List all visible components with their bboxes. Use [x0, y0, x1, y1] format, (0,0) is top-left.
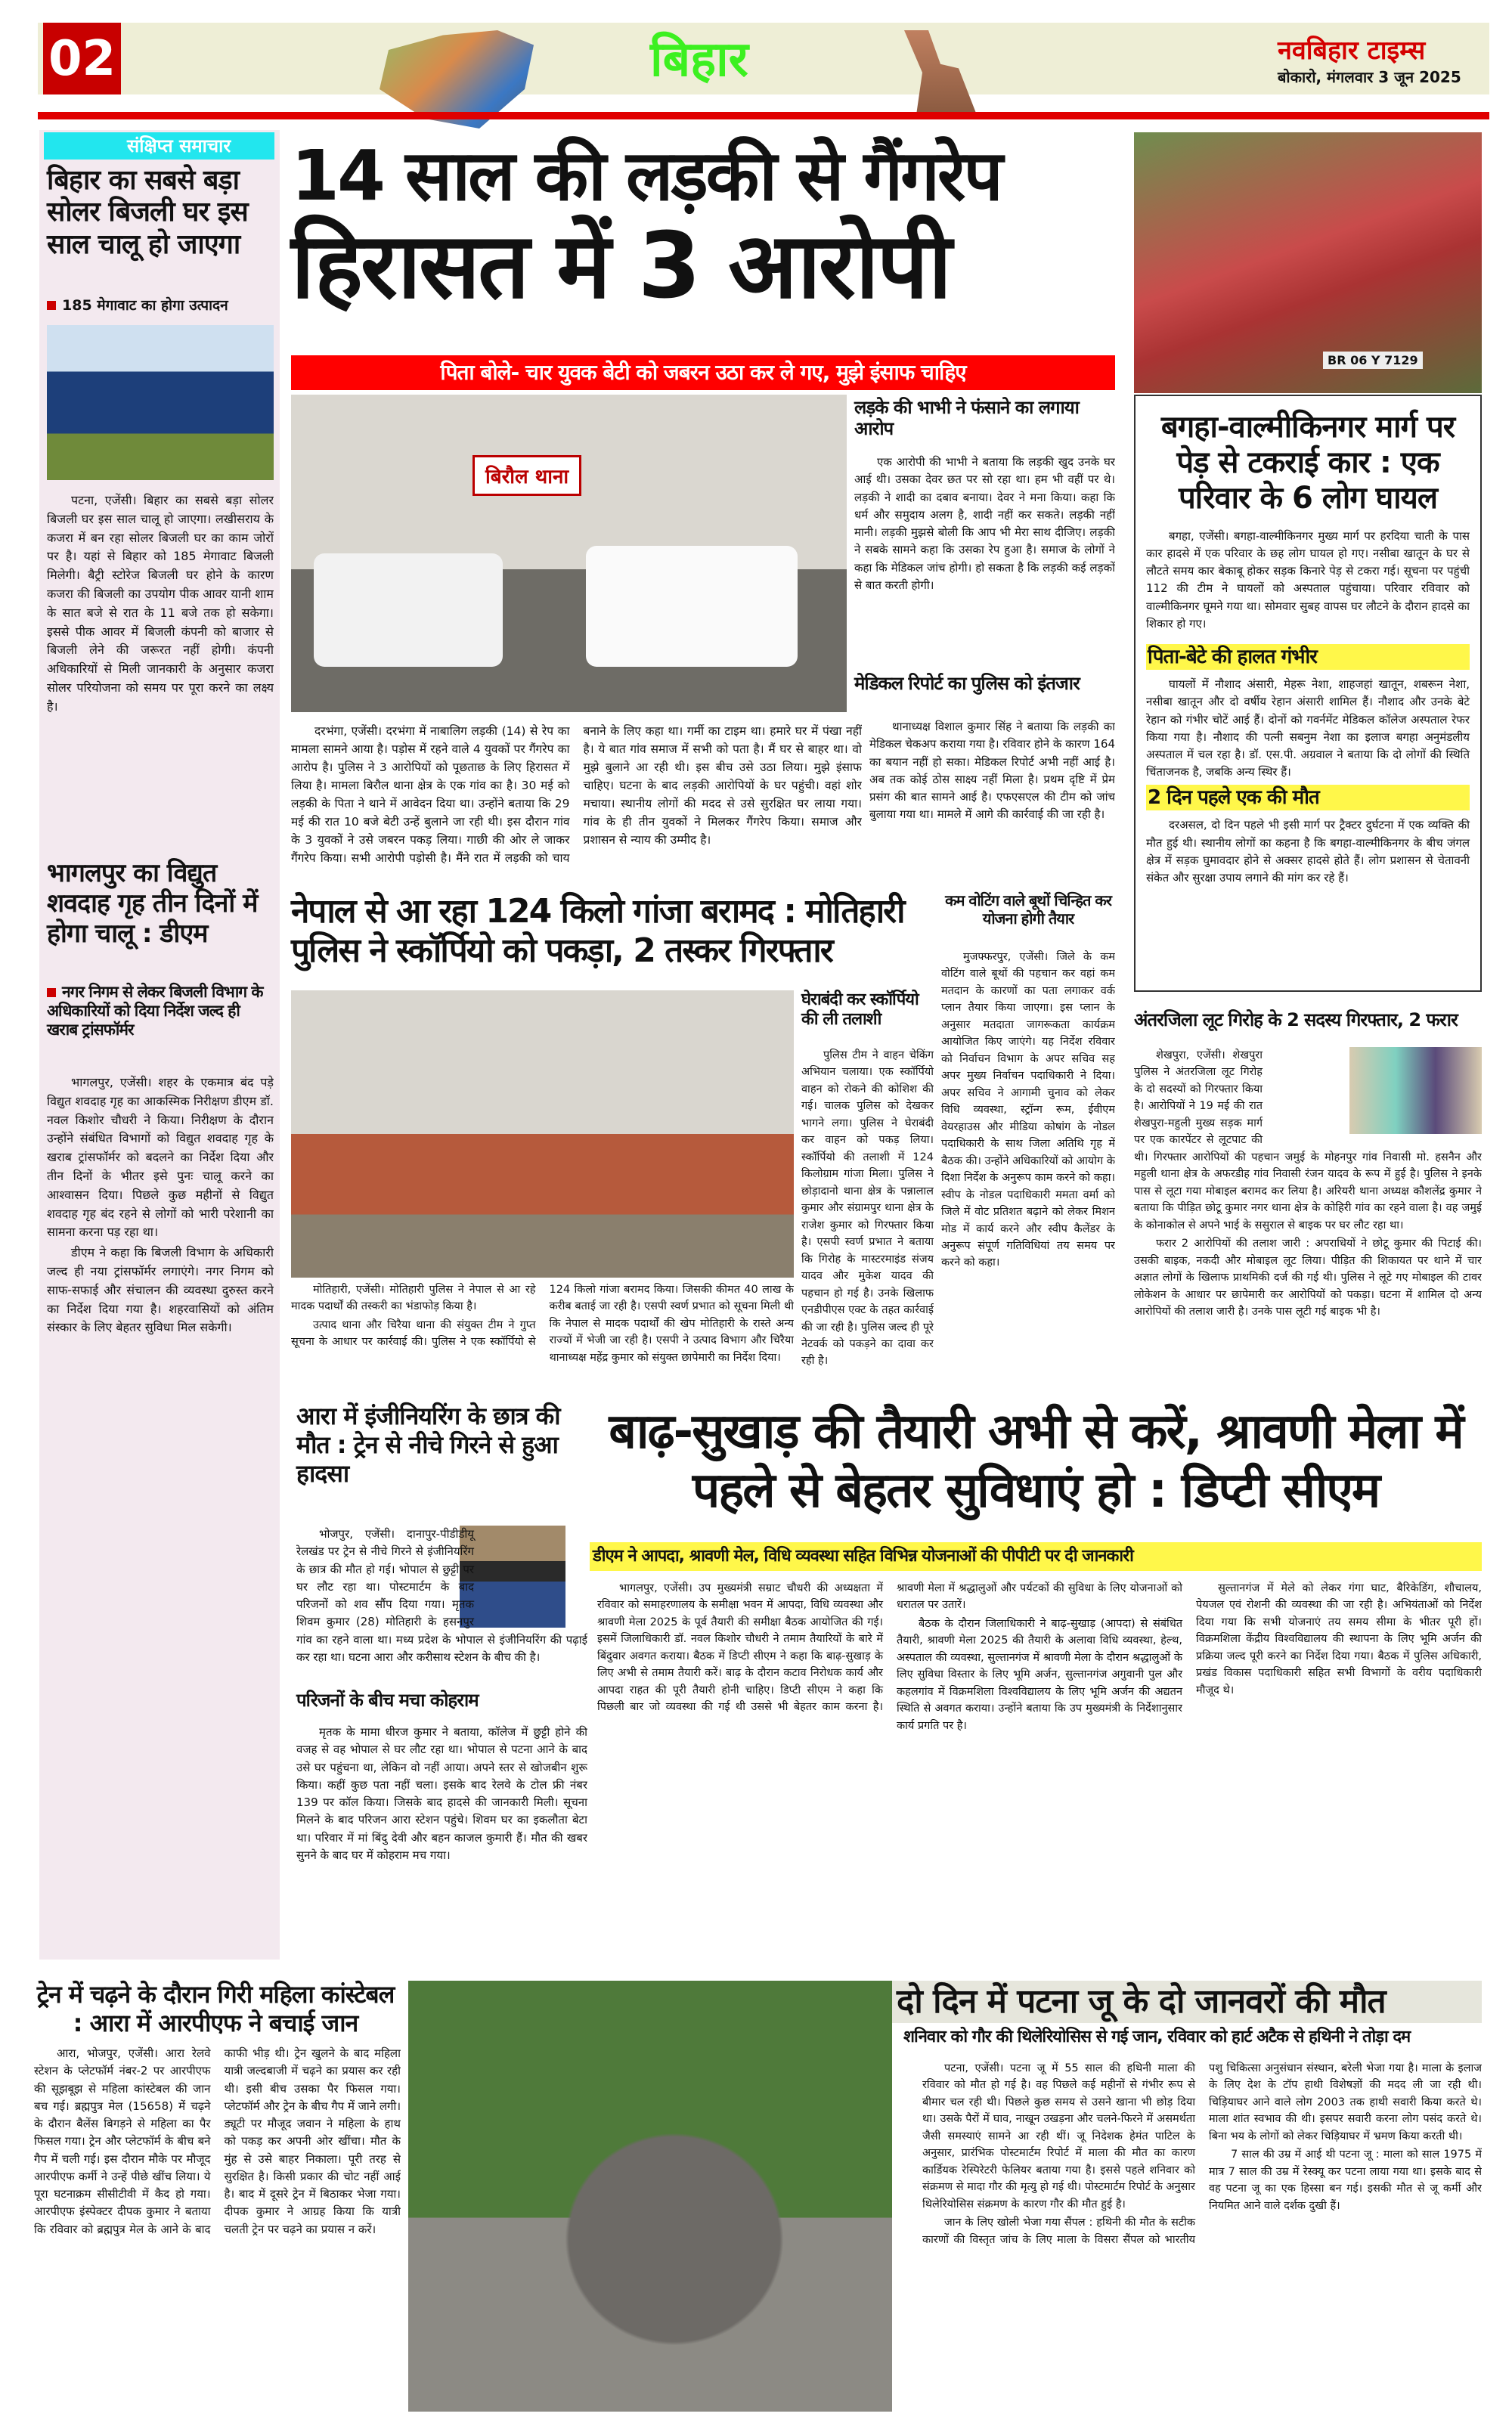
elephant-photo	[408, 1981, 892, 2412]
bagaha-sub1-body: घायलों में नौशाद अंसारी, मेहरू नेशा, शाहजहां खातून, शबरून नेशा, नसीबा खातून और दो वर्षीय रेहान अंसारी शामिल हैं। नौशाद और उनके बेटे रेहान को गंभीर चोटें आई हैं। दोनों को गवर्नमेंट मेडिकल कॉलेज अस्पताल रेफर किया गया है। नौशाद की पत्नी सबनुम नेशा का इलाज बगहा अनुमंडलीय अस्पताल में चल रहा है। डॉ. एस.पी. अग्रवाल ने बताया कि दो लोगों की स्थिति चिंताजनक है, जबकि अन्य स्थिर हैं।	[1146, 677, 1470, 779]
lead-article-body: दरभंगा, एजेंसी। दरभंगा में नाबालिग लड़की (14) से रेप का मामला सामने आया है। पड़ोस में रहने वाले 4 युवकों पर गैंगरेप का आरोप है। पुलिस ने 3 आरोपियों को पूछताछ के लिए हिरासत में लिया है। मामला बिरौल थाना क्षेत्र के एक गांव का है। 30 मई को लड़की के पिता ने थाने में आवेदन दिया था। उन्होंने बताया कि 29 मई की रात 10 बजे बेटी उन्हें बुलाने जा रही थी। इस दौरान गांव के 3 युवकों ने उसे जबरन पकड़ लिया। गाछी की ओर ले जाकर गैंगरेप किया। सभी आरोपी पड़ोसी है। मैंने रात में लड़की को चाय बनाने के लिए कहा था। गर्मी का टाइम था। हमारे घर में पंखा नहीं है। ये बात गांव समाज में सभी को पता है। मैं घर से बाहर था। वो मुझे बुलाने आ रही थी। इस बीच उसे उठा लिया। मुझे इंसाफ चाहिए। घटना के बाद लड़की आरोपियों के घर पहुंची। वहां शोर मचाया। स्थानीय लोगों की मदद से उसे सुरक्षित घर लाया गया। गांव के ही तीन युवकों ने मिलकर गैंगरेप किया। समाज और प्रशासन से न्याय की उम्मीद है।	[291, 724, 862, 866]
engineering-headline: आरा में इंजीनियरिंग के छात्र की मौत : ट्रेन से नीचे गिरने से हुआ हादसा	[296, 1402, 560, 1488]
loot-body: शेखपुरा, एजेंसी। शेखपुरा पुलिस ने अंतरजिला लूट गिरोह के दो सदस्यों को गिरफ्तार किया है। आरोपियों ने 19 मई की रात शेखपुरा-महुली मुख्य सड़क मार्ग पर एक कारपेंटर से लूटपाट की थी। गिरफ्तार आरोपियों की पहचान जमुई के मोहनपुर गांव निवासी मो. हसनैन और महुली थाना क्षेत्र के अफरडीह गांव निवासी रंजन यादव के रूप में हुई है। पुलिस ने इनके पास से लूटा गया मोबाइल बरामद कर लिया है। अरियरी थाना अध्यक्ष कौशलेंद्र कुमार ने बताया कि पीड़ित छोटू कुमार नगर थाना क्षेत्र के कोहिरी गांव का रहने वाला है। वह जमुई के कोनाकोल से अपने भाई के ससुराल से बाइक पर घर लौट रहा था। फरार 2 आरोपियों की तलाश जारी : अपराधियों ने छोटू कुमार की पिटाई की। उसकी बाइक, नकदी और मोबाइल लूट लिया। पीड़ित की शिकायत पर थाने में चार अज्ञात लोगों के खिलाफ प्राथमिकी दर्ज की गई थी। पुलिस ने लूटे गए मोबाइल की टावर लोकेशन के आधार पर छापेमारी कर आरोपियों को पकड़ा। घटना में शामिल दो अन्य आरोपियों की तलाश जारी है। उनके पास लूटी गई बाइक भी है।	[1134, 1047, 1482, 1383]
ganja-subhead: घेराबंदी कर स्कॉर्पियो की ली तलाशी	[801, 990, 919, 1029]
lead-sub1-body: एक आरोपी की भाभी ने बताया कि लड़की खुद उनके घर आई थी। उसका देवर छत पर सो रहा था। हम भी वहीं पर थे। लड़की ने शादी का दबाव बनाया। देवर ने मना किया। कहा कि धर्म और समुदाय अलग है, शादी नहीं कर सकते। लड़की नहीं मानी। लड़की मुझसे बोली कि आप भी मेरा साथ दीजिए। लड़की ने सबके सामने कहा कि उसका रेप हुआ है। समाज के लोगों ने कहा कि मेडिकल जांच होगी। हो सकता है कि लड़की कई लड़कों से बात करती होगी।	[854, 455, 1115, 592]
car-crash-photo	[1134, 132, 1482, 393]
section-title: बिहार	[650, 32, 748, 88]
solar-panels-photo	[47, 325, 274, 480]
brief-news-label: संक्षिप्त समाचार	[44, 132, 274, 160]
number-plate: BR 06 Y 7129	[1323, 352, 1423, 369]
bagaha-headline: बगहा-वाल्मीकिनगर मार्ग पर पेड़ से टकराई कार : एक परिवार के 6 लोग घायल	[1160, 410, 1455, 516]
dateline: बोकारो, मंगलवार 3 जून 2025	[1278, 68, 1461, 86]
police-suv	[586, 546, 798, 667]
voting-body: मुजफ्फरपुर, एजेंसी। जिले के कम वोटिंग वाले बूथों की पहचान कर वहां कम मतदान के कारणों का पता लगाकर वर्क प्लान तैयार किया जाएगा। इस प्लान के अनुसार मतदाता जागरूकता कार्यक्रम आयोजित किए जाएंगे। यह निर्देश रविवार को निर्वाचन विभाग के अपर सचिव सह अपर मुख्य निर्वाचन पदाधिकारी ने दिया। अपर सचिव ने आगामी चुनाव को लेकर विधि व्यवस्था, स्ट्रॉन्ग रूम, ईवीएम वेयरहाउस और मीडिया कोषांग के नोडल पदाधिकारी के साथ जिला अतिथि गृह में बैठक की। उन्होंने अधिकारियों को आयोग के दिशा निर्देश के अनुरूप काम करने को कहा। स्वीप के नोडल पदाधिकारी ममता वर्मा को जिले में वोट प्रतिशत बढ़ाने को लेकर मिशन मोड में कार्य करने और स्वीप कैलेंडर के अनुरूप संपूर्ण गतिविधियां तय समय पर करने को कहा।	[941, 951, 1115, 1269]
bhagalpur-bullet: नगर निगम से लेकर बिजली विभाग के अधिकारियों को दिया निर्देश जल्द ही खराब ट्रांसफॉर्मर	[47, 983, 274, 1039]
bagaha-body: बगहा, एजेंसी। बगहा-वाल्मीकिनगर मुख्य मार्ग पर हरदिया चाती के पास कार हादसे में एक परिवार के छह लोग घायल हो गए। नसीबा खातून के घर से लौटते समय कार बेकाबू होकर सड़क किनारे पेड़ से टकरा गई। सूचना पर पहुंची 112 की टीम ने घायलों को अस्पताल पहुंचाया। परिवार रविवार को वाल्मीकिनगर घूमने गया था। सोमवार सुबह वापस घर लौटने के दौरान हादसे का शिकार हो गए।	[1146, 528, 1470, 630]
zoo-headline: दो दिन में पटना जू के दो जानवरों की मौत	[892, 1981, 1482, 2023]
lead-headline-line1: 14 साल की लड़की से गैंगरेप	[291, 135, 1001, 216]
loot-headline: अंतरजिला लूट गिरोह के 2 सदस्य गिरफ्तार, 2 फरार	[1134, 1009, 1458, 1030]
masthead-band	[38, 23, 1489, 94]
zoo-body: पटना, एजेंसी। पटना जू में 55 साल की हथिनी माला की रविवार को मौत हो गई है। वह पिछले कई महीनों से गंभीर रूप से बीमार चल रही थी। पिछले कुछ समय से उसने खाना भी छोड़ दिया था। उसके पैरों में घाव, नाखून उखड़ना और चलने-फिरने में असमर्थता जैसी समस्याएं सामने आ रही थीं। जू निदेशक हेमंत पाटिल के अनुसार, प्रारंभिक पोस्टमार्टम रिपोर्ट में माला की मौत का कारण कार्डियक रेस्पिरेटरी फेलियर बताया गया है। इससे पहले शनिवार को संक्रमण से मादा गौर की मृत्यु हो गई थी। पोस्टमार्टम रिपोर्ट के अनुसार थिलेरियोसिस संक्रमण के कारण गौर की मौत हुई है। जान के लिए खोली भेजा गया सैंपल : हथिनी की मौत के सटीक कारणों की विस्तृत जांच के लिए माला के विसरा सैंपल को भारतीय पशु चिकित्सा अनुसंधान संस्थान, बरेली भेजा गया है। माला के इलाज के लिए देश के टॉप हाथी विशेषज्ञों की मदद ली जा रही थी। चिड़ियाघर आने वाले लोग 2003 तक हाथी सवारी किया करते थे। माला शांत स्वभाव की थी। इसपर सवारी करना लोग पसंद करते थे। बिना भय के लोगों को लेकर चिड़ियाघर में भ्रमण किया करती थी। 7 साल की उम्र में आई थी पटना जू : माला को साल 1975 में मात्र 7 साल की उम्र में रेस्क्यू कर पटना लाया गया था। इसके बाद से वह पटना जू का एक हिस्सा बन गई। इसकी मौत से जू कर्मी और नियमित आने वाले दर्शक दुखी हैं।	[922, 2062, 1482, 2246]
solar-article-body: पटना, एजेंसी। बिहार का सबसे बड़ा सोलर बिजली घर इस साल चालू हो जाएगा। लखीसराय के कजरा में बन रहा सोलर बिजली घर का काम जोरों पर है। यहां से बिहार को 185 मेगावाट बिजली मिलेगी। बैट्री स्टोरेज बिजली घर होने के कारण कजरा की बिजली का उपयोग पीक आवर यानी शाम के सात बजे से रात के 11 बजे तक हो सकेगा। इससे पीक आवर में बिजली कंपनी को बाजार से बिजली लेने की जरूरत नहीं होगी। कंपनी अधिकारियों से मिली जानकारी के अनुसार कजरा सोलर परियोजना को समय पर पूरा करने का लक्ष्य है।	[47, 493, 274, 714]
page-number: 02	[43, 23, 121, 94]
engineering-body: भोजपुर, एजेंसी। दानापुर-पीडीडीयू रेलखंड पर ट्रेन से नीचे गिरने से इंजीनियरिंग के छात्र की मौत हो गई। भोपाल से छुट्टी पर घर लौट रहा था। पोस्टमार्टम के बाद परिजनों को शव सौंप दिया गया। मृतक शिवम कुमार (28) मोतिहारी के हसनपुर गांव का रहने वाला था। मध्य प्रदेश के भोपाल से इंजीनियरिंग की पढ़ाई कर रहा था। घटना आरा और करीसाथ स्टेशन के बीच की है।	[296, 1527, 587, 1664]
bagaha-sub2-body: दरअसल, दो दिन पहले भी इसी मार्ग पर ट्रैक्टर दुर्घटना में एक व्यक्ति की मौत हुई थी। स्थानीय लोगों का कहना है कि बगहा-वाल्मीकिनगर के बीच जंगल क्षेत्र में सड़क घुमावदार होने से अक्सर हादसे होते हैं। लोग प्रशासन से चेतावनी संकेत और सुरक्षा उपाय लगाने की मांग कर रहे हैं।	[1146, 818, 1470, 885]
ganja-body: मोतिहारी, एजेंसी। मोतिहारी पुलिस ने नेपाल से आ रहे मादक पदार्थों की तस्करी का भंडाफोड़ किया है। उत्पाद थाना और चिरैया थाना की संयुक्त टीम ने गुप्त सूचना के आधार पर कार्रवाई की। पुलिस ने एक स्कॉर्पियो से 124 किलो गांजा बरामद किया। जिसकी कीमत 40 लाख के करीब बताई जा रही है। एसपी स्वर्ण प्रभात को सूचना मिली थी कि नेपाल से मादक पदार्थों की खेप मोतिहारी के रास्ते अन्य राज्यों में भेजी जा रही है। एसपी ने उत्पाद विभाग और चिरैया थानाध्यक्ष महेंद्र कुमार को संयुक्त छापेमारी का निर्देश दिया।	[291, 1284, 794, 1364]
engineering-sub-body: मृतक के मामा धीरज कुमार ने बताया, कॉलेज में छुट्टी होने की वजह से वह भोपाल से घर लौट रहा था। भोपाल से पटना आने के बाद उसे घर पहुंचना था, लेकिन वो नहीं आया। अपने स्तर से खोजबीन शुरू किया। कहीं कुछ पता नहीं चला। इसके बाद रेलवे के टोल फ्री नंबर 139 पर कॉल किया। जिसके बाद हादसे की जानकारी मिली। सूचना मिलने के बाद परिजन आरा स्टेशन पहुंचे। शिवम घर का इकलौता बेटा था। परिवार में मां बिंदु देवी और बहन काजल कुमारी हैं। मौत की खबर सुनने के बाद घर में कोहराम मच गया।	[296, 1725, 587, 1862]
bhagalpur-headline: भागलपुर का विद्युत शवदाह गृह तीन दिनों में होगा चालू : डीएम	[47, 858, 258, 950]
deputy-cm-body: भागलपुर, एजेंसी। उप मुख्यमंत्री सम्राट चौधरी की अध्यक्षता में रविवार को समाहरणालय के समीक्षा भवन में आपदा, विधि व्यवस्था और श्रावणी मेला 2025 के पूर्व तैयारी की समीक्षा बैठक आयोजित की गई। इसमें जिलाधिकारी डॉ. नवल किशोर चौधरी ने तमाम तैयारियों के बारे में बिंदुवार अवगत कराया। बैठक में डिप्टी सीएम ने कहा कि बाढ़-सुखाड़ के लिए अभी से तमाम तैयारी करें। बाढ़ के दौरान कटाव निरोधक कार्य और आपदा राहत की पूरी तैयारी होनी चाहिए। डिप्टी सीएम ने कहा कि पिछली बार जो व्यवस्था की गई थी उससे भी बेहतर काम करना है। श्रावणी मेला में श्रद्धालुओं और पर्यटकों की सुविधा के लिए योजनाओं को धरातल पर उतारें। बैठक के दौरान जिलाधिकारी ने बाढ़-सुखाड़ (आपदा) से संबंधित तैयारी, श्रावणी मेला 2025 की तैयारी के अलावा विधि व्यवस्था, हेल्थ, अस्पताल की व्यवस्था, सुल्तानगंज में श्रावणी मेला के दौरान श्रद्धालुओं के लिए सुविधा विस्तार के लिए भूमि अर्जन, सुल्तानगंज अगुवानी पुल और कहलगांव में विक्रमशिला विश्वविद्यालय के लिए भूमि अर्जन की अद्यतन स्थिति से अवगत कराया। उन्होंने बताया कि उप मुख्यमंत्री के निर्देशानुसार कार्य प्रगति पर है। सुल्तानगंज में मेले को लेकर गंगा घाट, बैरिकेडिंग, शौचालय, पेयजल एवं रोशनी की व्यवस्था की जा रही है। अभियंताओं को निर्देश दिया गया कि सभी योजनाएं तय समय सीमा के भीतर पूरी हों। विक्रमशिला केंद्रीय विश्वविद्यालय की स्थापना के लिए भूमि अर्जन की प्रक्रिया जल्द पूरी करने का निर्देश दिया गया। बैठक में पुलिस अधिकारी, प्रखंड विकास पदाधिकारी सहित सभी विभागों के वरीय पदाधिकारी मौजूद थे।	[597, 1582, 1482, 1732]
solar-headline: बिहार का सबसे बड़ा सोलर बिजली घर इस साल चालू हो जाएगा	[47, 165, 248, 260]
deputy-cm-strap: डीएम ने आपदा, श्रावणी मेल, विधि व्यवस्था सहित विभिन्न योजनाओं की पीपीटी पर दी जानकारी	[590, 1542, 1482, 1571]
lead-headline-line2: हिरासत में 3 आरोपी	[291, 214, 950, 319]
header-rule	[38, 112, 1489, 119]
constable-headline: ट्रेन में चढ़ने के दौरान गिरी महिला कांस्टेबल : आरा में आरपीएफ ने बचाई जान	[36, 1980, 395, 2037]
bagaha-article-box	[1134, 395, 1482, 992]
lead-subhead-2: मेडिकल रिपोर्ट का पुलिस को इंतजार	[854, 673, 1080, 694]
seized-ganja-photo	[291, 990, 794, 1278]
photo-float-spacer	[474, 1526, 587, 1628]
constable-body: आरा, भोजपुर, एजेंसी। आरा रेलवे स्टेशन के प्लेटफॉर्म नंबर-2 पर आरपीएफ की सूझबूझ से महिला कांस्टेबल की जान बच गई। ब्रह्मपुत्र मेल (15658) में चढ़ने के दौरान बैलेंस बिगड़ने से महिला का पैर फिसल गया। ट्रेन और प्लेटफॉर्म के बीच बने गैप में चली गई। इस दौरान मौके पर मौजूद आरपीएफ कर्मी ने उन्हें पीछे खींच लिया। ये पूरा घटनाक्रम सीसीटीवी में कैद हो गया। आरपीएफ इंस्पेक्टर दीपक कुमार ने बताया कि रविवार को ब्रह्मपुत्र मेल के आने के बाद काफी भीड़ थी। ट्रेन खुलने के बाद महिला यात्री जल्दबाजी में चढ़ने का प्रयास कर रही थी। इसी बीच उसका पैर फिसल गया। प्लेटफॉर्म और ट्रेन के बीच गैप में जाने लगी। ड्यूटी पर मौजूद जवान ने महिला के हाथ को पकड़ कर अपनी ओर खींचा। मौत के मुंह से उसे बाहर निकाला। पूरी तरह से सुरक्षित है। किसी प्रकार की चोट नहीं आई है। बाद में दूसरे ट्रेन में बिठाकर भेजा गया। दीपक कुमार ने आग्रह किया कि यात्री चलती ट्रेन पर चढ़ने का प्रयास न करें।	[34, 2046, 401, 2236]
deputy-cm-headline: बाढ़-सुखाड़ की तैयारी अभी से करें, श्रावणी मेला में पहले से बेहतर सुविधाएं हो : डिप्टी सीएम	[609, 1404, 1463, 1520]
bagaha-subhead-2: 2 दिन पहले एक की मौत	[1146, 785, 1470, 811]
newspaper-brand: नवबिहार टाइम्स	[1278, 36, 1426, 66]
ganja-side-body: पुलिस टीम ने वाहन चेकिंग अभियान चलाया। एक स्कॉर्पियो वाहन को रोकने की कोशिश की गई। चालक पुलिस को देखकर भागने लगा। पुलिस ने घेराबंदी कर वाहन को पकड़ लिया। स्कॉर्पियो की तलाशी में 124 किलोग्राम गांजा मिला। पुलिस ने छोड़ादानो थाना क्षेत्र के पन्नालाल कुमार और संग्रामपुर थाना क्षेत्र के राजेश कुमार को गिरफ्तार किया है। एसपी स्वर्ण प्रभात ने बताया कि गिरोह के मास्टरमाइंड संजय यादव और मुकेश यादव की पहचान हो गई है। उनके खिलाफ एनडीपीएस एक्ट के तहत कार्रवाई की जा रही है। पुलिस जल्द ही पूरे नेटवर्क को पकड़ने का दावा कर रही है।	[801, 1049, 934, 1368]
zoo-strap: शनिवार को गौर की थिलेरियोसिस से गई जान, रविवार को हार्ट अटैक से हथिनी ने तोड़ा दम	[903, 2028, 1411, 2046]
white-suv	[314, 553, 503, 667]
ganja-headline: नेपाल से आ रहा 124 किलो गांजा बरामद : मोतिहारी पुलिस ने स्कॉर्पियो को पकड़ा, 2 तस्कर गिरफ्तार	[291, 892, 904, 970]
bhagalpur-article-body: भागलपुर, एजेंसी। शहर के एकमात्र बंद पड़े विद्युत शवदाह गृह का आकस्मिक निरीक्षण डीएम डॉ. नवल किशोर चौधरी ने किया। निरीक्षण के दौरान उन्होंने संबंधित विभागों को विद्युत शवदाह गृह के खराब ट्रांसफॉर्मर को बदलने का निर्देश दिया और तीन दिनों के भीतर इसे पुनः चालू करने का आश्वासन दिया। पिछले कुछ महीनों से विद्युत शवदाह गृह बंद रहने से लोगों को भारी परेशानी का सामना करना पड़ रहा था। डीएम ने कहा कि बिजली विभाग के अधिकारी जल्द ही नया ट्रांसफॉर्मर लगाएंगे। नगर निगम को साफ-सफाई और संचालन की व्यवस्था दुरुस्त करने का निर्देश दिया गया है। शहरवासियों को अंतिम संस्कार के लिए बेहतर सुविधा मिल सकेगी।	[47, 1075, 274, 1335]
bagaha-subhead-1: पिता-बेटे की हालत गंभीर	[1146, 644, 1470, 671]
lead-strap: पिता बोले- चार युवक बेटी को जबरन उठा कर ले गए, मुझे इंसाफ चाहिए	[291, 355, 1115, 390]
photo-float-spacer	[1263, 1047, 1482, 1138]
engineering-subhead: परिजनों के बीच मचा कोहराम	[296, 1690, 479, 1711]
lead-subhead-1: लड़के की भाभी ने फंसाने का लगाया आरोप	[854, 397, 1079, 440]
station-sign: बिरौल थाना	[472, 455, 581, 496]
lead-sub2-body: थानाध्यक्ष विशाल कुमार सिंह ने बताया कि लड़की का मेडिकल चेकअप कराया गया है। रविवार होने के कारण 164 का बयान नहीं हो सका। मेडिकल रिपोर्ट अभी नहीं आई है। अब तक कोई ठोस साक्ष्य नहीं मिला है। प्रथम दृष्टि में प्रेम प्रसंग की बात सामने आई है। एफएसएल की टीम को जांच बुलाया गया था। मामले में आगे की कार्रवाई की जा रही है।	[869, 720, 1115, 822]
police-station-photo	[291, 395, 847, 712]
solar-bullet: 185 मेगावाट का होगा उत्पादन	[47, 295, 274, 314]
voting-headline: कम वोटिंग वाले बूथों चिन्हित कर योजना होगी तैयार	[945, 891, 1111, 928]
